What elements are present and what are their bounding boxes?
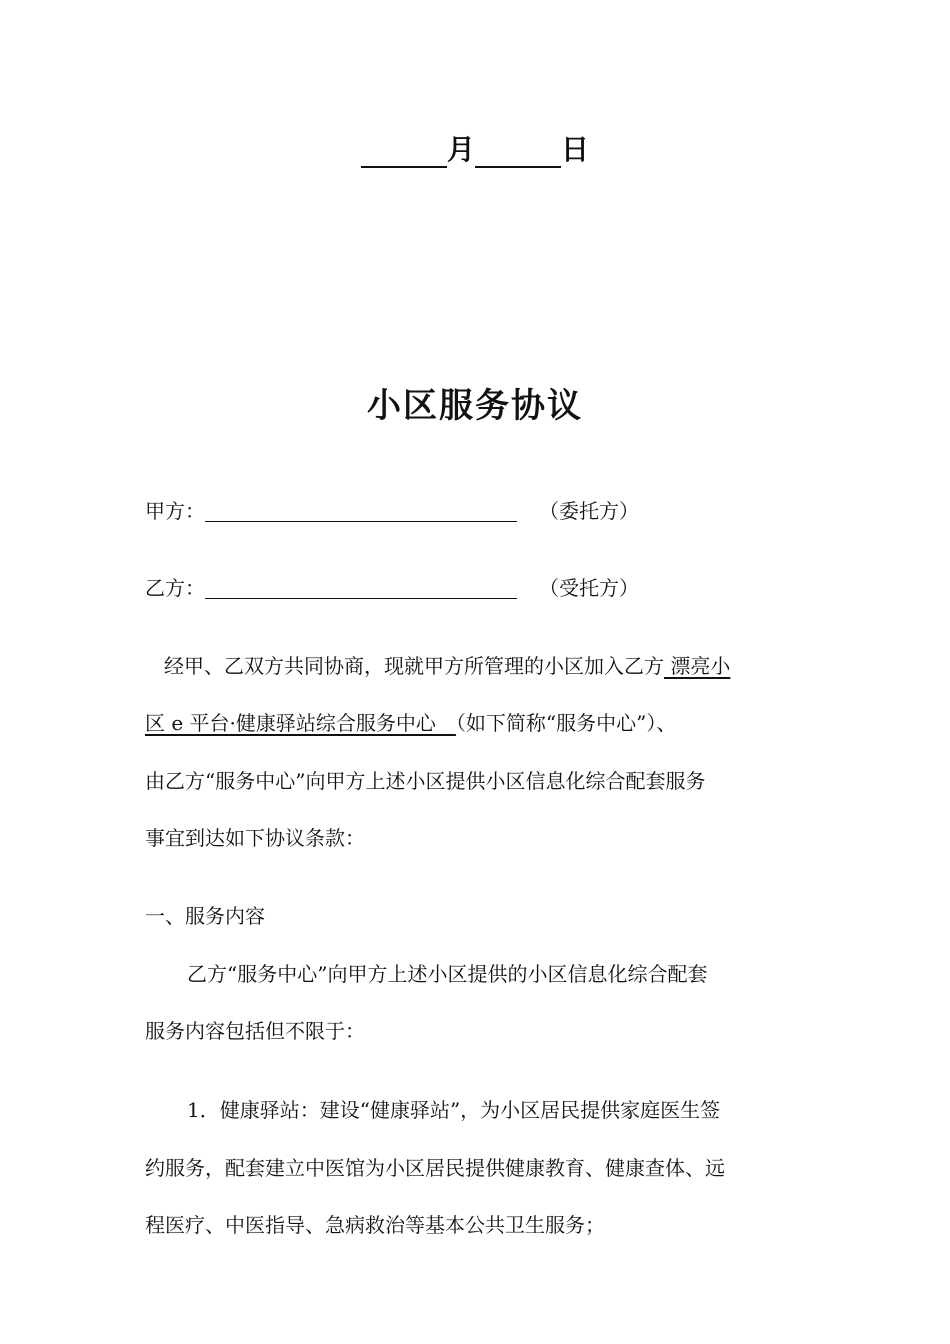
party-b-label: 乙方： <box>145 576 205 600</box>
service-center-name: 漂亮小 <box>664 654 731 678</box>
service-center-name-cont: 区 e 平台·健康驿站综合服务中心 <box>145 711 456 735</box>
day-blank <box>475 138 561 168</box>
month-label: 月 <box>446 133 475 166</box>
intro-text: 经甲、乙双方共同协商，现就甲方所管理的小区加入乙方 <box>164 654 664 678</box>
paragraph-line: 服务内容包括但不限于： <box>145 1019 365 1043</box>
party-a-role: （委托方） <box>539 499 639 523</box>
date-line <box>0 128 950 168</box>
paragraph-line: 乙方“服务中心”向甲方上述小区提供的小区信息化综合配套 <box>187 962 708 986</box>
document-title: 小区服务协议 <box>367 386 583 426</box>
party-a-blank <box>205 503 517 522</box>
intro-line-3: 由乙方“服务中心”向甲方上述小区提供小区信息化综合配套服务 <box>145 769 706 793</box>
intro-line-4: 事宜到达如下协议条款： <box>145 826 365 850</box>
intro-line-1 <box>164 650 730 679</box>
section-heading: 一、服务内容 <box>145 904 265 928</box>
list-item-line: 1．健康驿站：建设“健康驿站”，为小区居民提供家庭医生签 <box>187 1098 721 1122</box>
intro-line-2 <box>145 707 676 736</box>
party-b-role: （受托方） <box>539 576 639 600</box>
party-a-line <box>145 495 639 524</box>
list-item-line: 程医疗、中医指导、急病救治等基本公共卫生服务； <box>145 1213 605 1237</box>
party-b-blank <box>205 580 517 599</box>
intro-text: （如下简称“服务中心”）、 <box>455 711 677 735</box>
list-item-line: 约服务，配套建立中医馆为小区居民提供健康教育、健康查体、远 <box>145 1156 725 1180</box>
day-label: 日 <box>561 133 590 166</box>
month-blank <box>361 138 447 168</box>
party-a-label: 甲方： <box>145 499 205 523</box>
party-b-line <box>145 572 639 601</box>
